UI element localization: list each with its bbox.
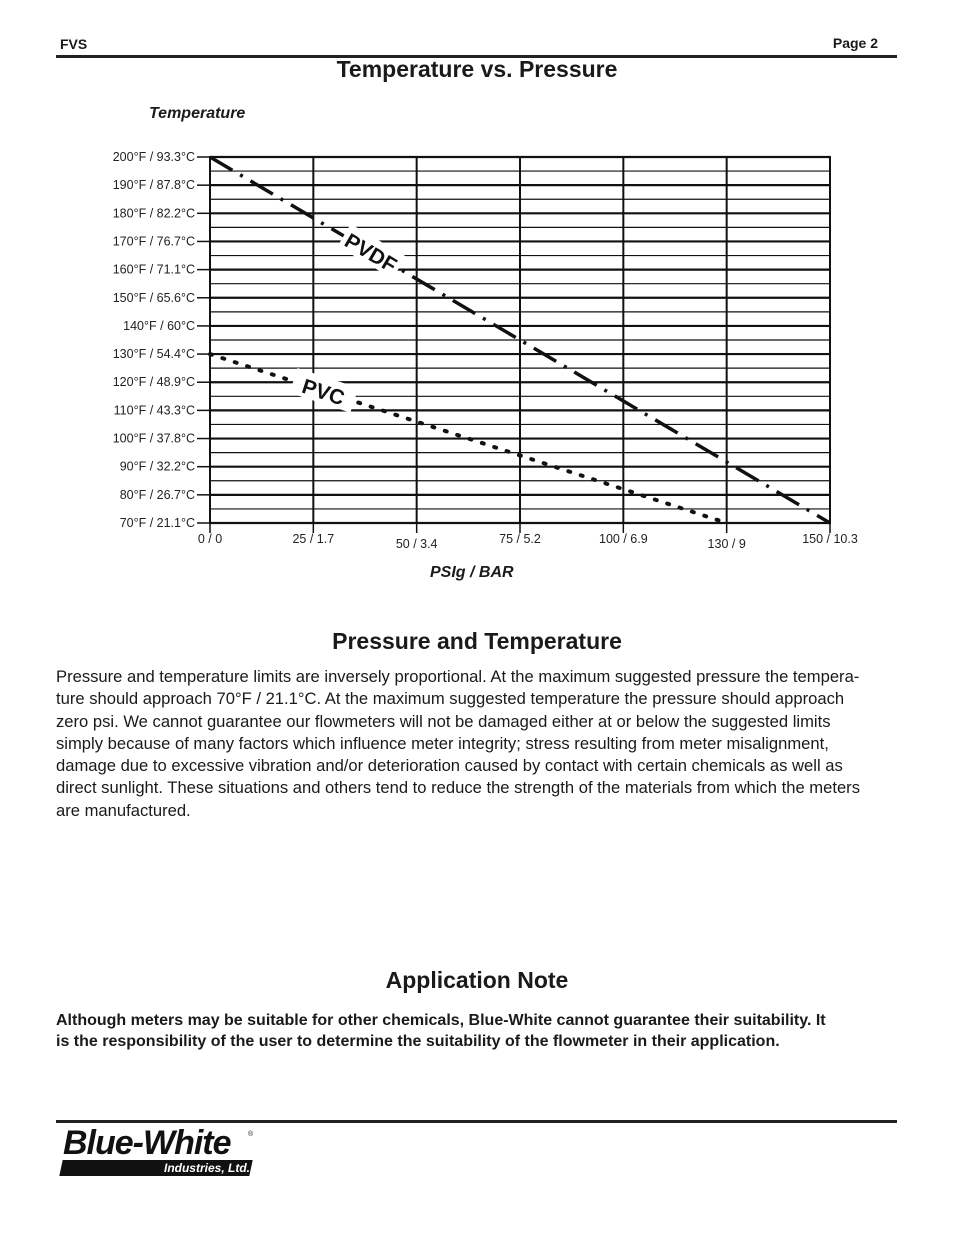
chart-y-tick-label: 90°F / 32.2°C: [119, 459, 195, 474]
logo-wordmark: Blue-White: [63, 1124, 231, 1162]
logo-registered-mark: ®: [248, 1131, 254, 1138]
note-line: is the responsibility of the user to determine the suitability of the flowmeter in their application.: [56, 1032, 780, 1050]
body-line: are manufactured.: [56, 800, 191, 820]
chart-x-tick-label: 0 / 0: [197, 532, 223, 546]
chart-x-axis-label: PSIg / BAR: [430, 564, 514, 581]
bottom-rule: [56, 1120, 897, 1123]
chart-y-tick-label: 70°F / 21.1°C: [119, 516, 195, 530]
chart-y-tick-label: 190°F / 87.8°C: [112, 178, 195, 193]
chart-series-label-text: PVC: [299, 375, 348, 411]
chart-series-label-pvdf: [337, 224, 406, 280]
section-pressure-temperature-body: [56, 666, 898, 822]
company-logo: [58, 1124, 258, 1180]
chart-x-tick-label: 100 / 6.9: [599, 532, 648, 546]
chart-y-tick-label: 140°F / 60°C: [123, 318, 195, 333]
chart-y-tick-label: 150°F / 65.6°C: [112, 290, 195, 305]
temperature-pressure-chart: [0, 0, 954, 600]
body-line: simply because of many factors which influence meter integrity; stress resulting from meter misalignment,: [56, 733, 829, 753]
chart-y-tick-label: 120°F / 48.9°C: [112, 375, 195, 390]
chart-title: Temperature vs. Pressure: [336, 56, 618, 82]
chart-y-tick-label: 180°F / 82.2°C: [112, 206, 195, 221]
chart-y-tick-label: 110°F / 43.3°C: [113, 403, 195, 418]
header-doc-code: FVS: [60, 36, 88, 52]
chart-x-tick-label: 75 / 5.2: [499, 532, 541, 546]
chart-x-tick-label: 130 / 9: [707, 537, 746, 551]
body-line: zero psi. We cannot guarantee our flowmeters will not be damaged either at or below the suggested limits: [56, 711, 831, 731]
chart-x-tick-label: 50 / 3.4: [395, 537, 438, 551]
chart-x-tick-label: 25 / 1.7: [292, 532, 335, 546]
body-line: direct sunlight. These situations and others tend to reduce the strength of the materials from which the meters: [56, 778, 860, 798]
chart-y-tick-label: 80°F / 26.7°C: [119, 487, 195, 502]
section-application-note-body: [56, 1011, 898, 1052]
chart-y-axis-label: Temperature: [149, 105, 246, 122]
section-pressure-temperature-title: Pressure and Temperature: [332, 628, 622, 654]
chart-x-tick-label: 150 / 10.3: [802, 532, 858, 546]
chart-y-tick-label: 160°F / 71.1°C: [112, 262, 195, 277]
body-line: damage due to excessive vibration and/or deterioration caused by contact with certain chemicals as well as: [56, 756, 843, 776]
chart-series-label-text: PVDF: [340, 229, 401, 278]
chart-y-tick-label: 100°F / 37.8°C: [112, 431, 195, 446]
section-application-note-title: Application Note: [385, 967, 569, 993]
body-line: Pressure and temperature limits are inversely proportional. At the maximum suggested pressure the tempera-: [56, 667, 860, 686]
header-page-number: Page 2: [832, 35, 878, 51]
chart-y-tick-label: 130°F / 54.4°C: [112, 347, 195, 362]
chart-y-tick-label: 170°F / 76.7°C: [112, 234, 195, 249]
body-line: ture should approach 70°F / 21.1°C. At the maximum suggested temperature the pressure should approach: [56, 689, 845, 709]
note-line: Although meters may be suitable for other chemicals, Blue-White cannot guarantee their suitability. It: [56, 1012, 826, 1029]
chart-series-label-pvc: [289, 368, 358, 414]
chart-y-tick-label: 200°F / 93.3°C: [112, 150, 195, 164]
logo-subtitle: Industries, Ltd.: [163, 1161, 250, 1175]
